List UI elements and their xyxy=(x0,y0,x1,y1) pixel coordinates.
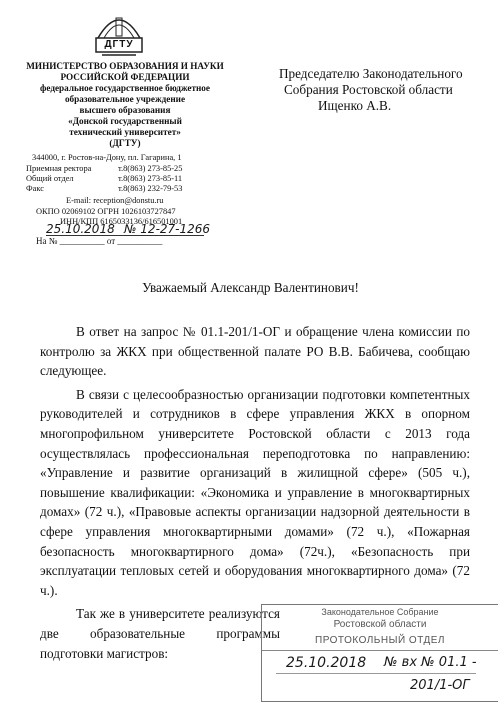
ref-line: На № __________ от __________ xyxy=(36,236,163,246)
org-line-4: «Донской государственный xyxy=(68,116,182,126)
org-line-3: высшего образования xyxy=(79,105,171,115)
recipient-line-3: Ищенко А.В. xyxy=(318,98,392,113)
org-line-5: технический университет» xyxy=(69,127,181,137)
stamp-number: № вх № 01.1 - xyxy=(384,655,477,670)
stamp-number-2: 201/1-ОГ xyxy=(410,678,470,693)
address-line: 344000, г. Ростов-на-Дону, пл. Гагарина, 1 xyxy=(32,153,182,162)
recipient-line-2: Собрания Ростовской области xyxy=(284,82,453,97)
inn-line: ИНН/КПП 6165033136/616501001 xyxy=(60,217,183,226)
contact-value: т.8(863) 273-85-25 xyxy=(118,164,183,173)
ministry-line: МИНИСТЕРСТВО ОБРАЗОВАНИЯ И НАУКИ xyxy=(26,61,224,71)
stamp-divider xyxy=(262,650,498,651)
email-line: E-mail: reception@donstu.ru xyxy=(66,196,164,205)
stamp-line-1: Законодательное Собрание xyxy=(321,607,439,617)
paragraph-3: Так же в университете реализуются две образовательные программы подготовки магистров: xyxy=(40,606,280,661)
outgoing-date: 25.10.2018 xyxy=(46,222,115,236)
org-line-1: федеральное государственное бюджетное xyxy=(40,83,210,93)
stamp-underline xyxy=(276,673,476,674)
incoming-stamp xyxy=(261,604,498,702)
contact-label: Факс xyxy=(26,184,44,193)
contact-fax xyxy=(26,184,182,195)
paragraph-2: В связи с целесообразностью организации подготовки компетентных руководителей и сотрудников в сфере управления ЖКХ в опорном многопрофильном университете Ростовской области с 2013 года осуществлялась профессиональная переподготовка по направлению: «Управление и развитие организаций в жилищной сфере» (505 ч.), повышение квалификации: «Экономика и управление в многоквартирных домах» (72 ч.), «Правовые аспекты организации надзорной деятельности в сфере управления многоквартирными домами» (72 ч.), «Пожарная безопасность многоквартирного дома» (72ч.), «Безопасность при эксплуатации тепловых сетей и оборудования многоквартирного дома» (72 ч.). xyxy=(40,386,470,598)
greeting: Уважаемый Александр Валентинович! xyxy=(142,280,359,295)
contact-label: Приемная ректора xyxy=(26,164,92,173)
recipient-line-1: Председателю Законодательного xyxy=(279,66,463,81)
outgoing-number: № 12-27-1266 xyxy=(124,222,211,236)
okpo-line: ОКПО 02069102 ОГРН 1026103727847 xyxy=(36,207,176,216)
org-line-6: (ДГТУ) xyxy=(109,138,141,148)
stamp-date: 25.10.2018 xyxy=(286,655,367,671)
logo-text: ДГТУ xyxy=(104,39,134,50)
university-logo xyxy=(92,8,146,58)
contact-reception xyxy=(26,164,182,175)
contact-value: т.8(863) 232-79-53 xyxy=(118,184,183,193)
stamp-line-2: Ростовской области xyxy=(333,619,427,630)
federation-line: РОССИЙСКОЙ ФЕДЕРАЦИИ xyxy=(60,72,190,82)
paragraph-1: В ответ на запрос № 01.1-201/1-ОГ и обращение члена комиссии по контролю за ЖКХ при общественной палате РО В.В. Бабичева, сообщаю следующее. xyxy=(40,324,470,379)
contact-general xyxy=(26,174,182,185)
contact-label: Общий отдел xyxy=(26,174,74,183)
contact-value: т.8(863) 273-85-11 xyxy=(118,174,183,183)
stamp-line-3: ПРОТОКОЛЬНЫЙ ОТДЕЛ xyxy=(315,635,445,646)
org-line-2: образовательное учреждение xyxy=(64,94,186,104)
